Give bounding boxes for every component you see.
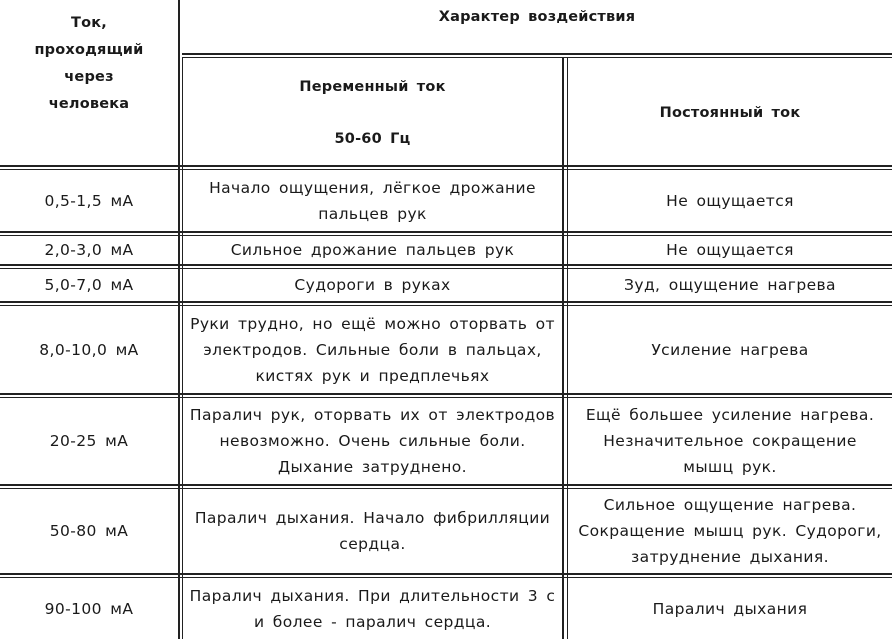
ac-text-line: Паралич рук, оторвать их от электродов: [189, 406, 556, 424]
current-value: 8,0-10,0 мА: [39, 340, 139, 359]
ac-text-line: кистях рук и предплечьях: [255, 366, 490, 385]
table-row-dc: [568, 269, 892, 301]
current-column-header-line: Ток,: [70, 15, 107, 31]
dc-text-line: Сокращение мышц рук. Судороги,: [578, 522, 882, 540]
dc-column-header: [568, 60, 892, 165]
table-row-current: [0, 306, 178, 393]
dc-header-title: Постоянный ток: [659, 104, 801, 121]
dc-text-line: Не ощущается: [666, 241, 794, 259]
table-row-dc: [568, 236, 892, 264]
dc-text-line: Незначительное сокращение: [603, 432, 857, 450]
ac-text-line: Начало ощущения, лёгкое дрожание: [209, 178, 536, 197]
current-value: 2,0-3,0 мА: [44, 241, 134, 259]
ac-text-line: Паралич дыхания. При длительности 3 с: [189, 586, 556, 605]
grid-line: [178, 0, 180, 639]
grid-line: [0, 231, 892, 233]
current-value: 50-80 мА: [49, 522, 129, 540]
ac-text-line: Судороги в руках: [294, 276, 451, 294]
current-value: 90-100 мА: [44, 599, 134, 618]
dc-text-line: Ещё большее усиление нагрева.: [585, 406, 875, 424]
grid-line: [0, 264, 892, 266]
ac-text-line: невозможно. Очень сильные боли.: [219, 432, 526, 450]
table-row-ac: [183, 236, 562, 264]
grid-line: [0, 165, 892, 167]
ac-header-line: 50-60 Гц: [334, 130, 411, 147]
dc-text-line: Усиление нагрева: [651, 340, 809, 359]
ac-text-line: пальцев рук: [318, 204, 427, 223]
current-value: 5,0-7,0 мА: [44, 276, 134, 294]
ac-text-line: и более - паралич сердца.: [253, 612, 492, 631]
dc-text-line: Сильное ощущение нагрева.: [603, 496, 857, 514]
ac-column-header: [183, 60, 562, 165]
dc-text-line: Зуд, ощущение нагрева: [624, 276, 836, 294]
ac-text-line: сердца.: [339, 535, 406, 553]
dc-text-line: Не ощущается: [666, 191, 794, 210]
grid-line: [182, 53, 892, 55]
table-row-dc: [568, 578, 892, 639]
table-row-current: [0, 236, 178, 264]
current-value: 0,5-1,5 мА: [44, 191, 134, 210]
current-column-header-line: через: [64, 69, 114, 85]
ac-text-line: Руки трудно, но ещё можно оторвать от: [190, 314, 555, 333]
table-row-current: [0, 578, 178, 639]
ac-text-line: электродов. Сильные боли в пальцах,: [203, 340, 542, 359]
table-row-ac: [183, 398, 562, 484]
dc-text-line: мышц рук.: [683, 458, 777, 476]
table-row-current: [0, 269, 178, 301]
table-row-ac: [183, 578, 562, 639]
grid-line: [0, 393, 892, 395]
grid-line: [182, 57, 892, 58]
table-row-dc: [568, 306, 892, 393]
table-row-current: [0, 398, 178, 484]
table-row-dc: [568, 170, 892, 231]
table-row-current: [0, 489, 178, 573]
table-row-dc: [568, 398, 892, 484]
grid-line: [0, 484, 892, 486]
table-row-ac: [183, 170, 562, 231]
dc-text-line: затруднение дыхания.: [631, 548, 829, 566]
ac-text-line: Дыхание затруднено.: [277, 458, 467, 476]
table-row-current: [0, 170, 178, 231]
dc-text-line: Паралич дыхания: [652, 599, 808, 618]
current-column-header: [0, 8, 178, 120]
table-row-ac: [183, 269, 562, 301]
ac-header-line: Переменный ток: [299, 78, 446, 95]
current-column-header-line: проходящий: [34, 42, 144, 58]
table-row-ac: [183, 489, 562, 573]
ac-text-line: Паралич дыхания. Начало фибрилляции: [194, 509, 551, 527]
grid-line: [0, 301, 892, 303]
grid-line: [562, 57, 564, 639]
grid-line: [0, 573, 892, 575]
current-value: 20-25 мА: [49, 432, 129, 450]
effect-header-title: Характер воздействия: [438, 9, 636, 25]
table-row-dc: [568, 489, 892, 573]
current-column-header-line: человека: [48, 96, 130, 112]
effect-header: [182, 0, 892, 34]
ac-text-line: Сильное дрожание пальцев рук: [230, 241, 515, 259]
table-row-ac: [183, 306, 562, 393]
